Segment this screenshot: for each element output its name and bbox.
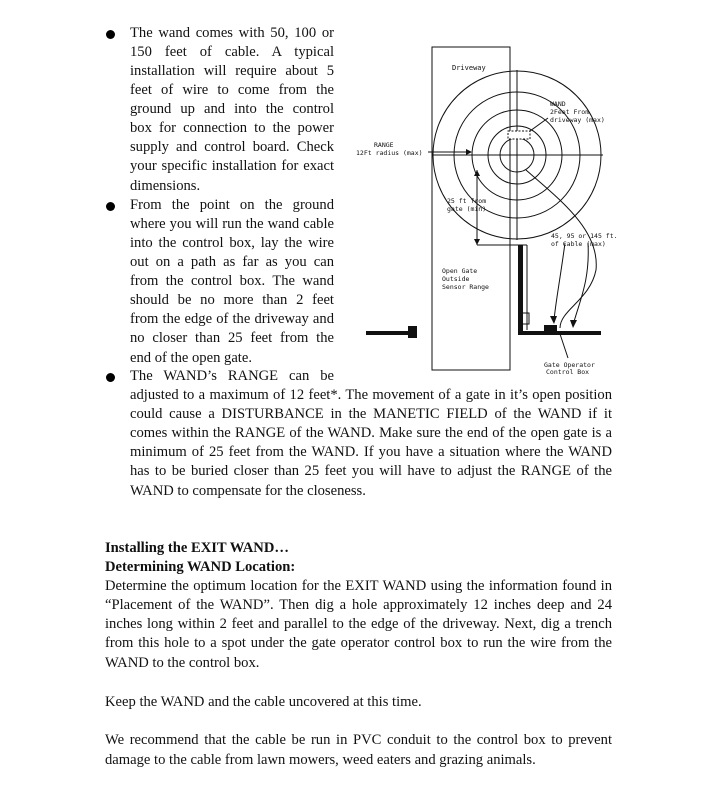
bullet-2-line-7: from the edge of the driveway and <box>130 311 334 327</box>
gate-hinge <box>519 313 529 324</box>
range-circle <box>433 71 601 239</box>
paragraph-2: Keep the WAND and the cable uncovered at this time. <box>105 694 422 710</box>
bullet-1-line-2: 150 feet of cable. A typical <box>130 44 334 60</box>
cable-length-label-2: of Cable (max) <box>551 240 606 248</box>
bullet-2-line-8: no closer than 25 feet from the <box>130 330 334 346</box>
paragraph-1-line-4: from this hole to a spot under the gate operator control box to run the wire from the <box>105 635 612 651</box>
paragraph-3-line-2: damage to the cable from lawn mowers, weed eaters and grazing animals. <box>105 752 536 768</box>
wand-distance-label-2: driveway (max) <box>550 116 605 124</box>
paragraph-1-line-5: WAND to the control box. <box>105 655 260 671</box>
bullet-1-line-4: feet of wire to come from the <box>130 82 334 98</box>
bullet-2-line-2: where you will run the wand cable <box>130 216 334 232</box>
open-gate-label-2: Outside <box>442 275 470 283</box>
range-arrow-icon <box>466 149 472 155</box>
control-box-label: Control Box <box>546 368 590 376</box>
wand-pointer-line <box>530 118 548 131</box>
cable-arrow-line <box>554 243 565 320</box>
bullet-3-line-2: adjusted to a maximum of 12 feet*. The movement of a gate in it’s open position <box>130 387 612 403</box>
paragraph-1-line-2: “Placement of the WAND”. Then dig a hole approximately 12 inches deep and 24 <box>105 597 612 613</box>
range-circle <box>472 110 562 200</box>
range-radius-label: 12Ft radius (max) <box>356 149 423 157</box>
arrow-down-icon <box>474 239 480 245</box>
gate-distance-label-2: gate (min) <box>447 205 487 213</box>
wand-label: WAND <box>550 100 566 108</box>
range-circle <box>454 92 580 218</box>
bullet-2-line-1: From the point on the ground <box>130 197 334 213</box>
bullet-3-line-6: has to be buried closer than 25 feet you will have to adjust the RANGE of the <box>130 463 612 479</box>
bullet-1-line-9: dimensions. <box>130 178 201 194</box>
bullet-3-line-7: WAND to compensate for the closeness. <box>130 483 366 499</box>
bullet-1-line-3: installation will require about 5 <box>130 63 334 79</box>
arrow-down-icon <box>550 316 557 324</box>
range-circle <box>500 138 534 172</box>
bullet-3-line-1: The WAND’s RANGE can be <box>130 368 334 384</box>
subsection-heading: Determining WAND Location: <box>105 559 296 575</box>
range-circle <box>488 126 546 184</box>
section-heading: Installing the EXIT WAND… <box>105 540 289 556</box>
bullet-1-line-5: ground up and into the control <box>130 101 334 117</box>
bullet-dot <box>106 373 115 382</box>
wand-distance-label: 2Feet From <box>550 108 590 116</box>
bullet-1-line-7: supply and control board. Check <box>130 139 334 155</box>
wand-marker <box>508 131 530 139</box>
driveway-strip <box>432 47 510 370</box>
bullet-3-line-5: minimum of 25 feet from the WAND. If you have a situation where the WAND <box>130 444 612 460</box>
closed-gate-post <box>408 326 417 338</box>
arrow-up-icon <box>474 170 480 176</box>
bullet-3-line-3: could cause a DISTURBANCE in the MANETIC FIELD of the WAND if it <box>130 406 612 422</box>
driveway-label: Driveway <box>452 64 486 72</box>
open-gate-label-3: Sensor Range <box>442 283 489 291</box>
gate-post <box>518 245 523 335</box>
gate-operator-label: Gate Operator <box>544 361 595 369</box>
bullet-2-line-6: should be no more than 2 feet <box>130 292 334 308</box>
cable-path <box>526 170 596 328</box>
control-box <box>544 325 557 332</box>
bullet-3-line-4: comes within the RANGE of the WAND. Make sure the end of the open gate is a <box>130 425 612 441</box>
bullet-2-line-5: from the control box. The wand <box>130 273 334 289</box>
bullet-1-line-8: your specific installation for exact <box>130 158 334 174</box>
bullet-2-line-3: into the control box, lay the wire <box>130 235 334 251</box>
arrow-down-icon <box>570 320 577 328</box>
open-gate-label: Open Gate <box>442 267 478 275</box>
operator-pointer-line <box>560 334 568 358</box>
range-label: RANGE <box>374 141 394 149</box>
bullet-2-line-4: out on a path as far as you can <box>130 254 334 270</box>
paragraph-1-line-1: Determine the optimum location for the EXIT WAND using the information found in <box>105 578 612 594</box>
paragraph-1-line-3: inches long within 2 feet and parallel to the edge of the driveway. Next, dig a trench <box>105 616 612 632</box>
paragraph-3-line-1: We recommend that the cable be run in PVC conduit to the control box to prevent <box>105 732 612 748</box>
bullet-1-line-1: The wand comes with 50, 100 or <box>130 25 334 41</box>
gate-distance-label: 25 ft from <box>447 197 487 205</box>
cable-length-label: 45, 95 or 145 ft. <box>551 232 618 240</box>
bullet-dot <box>106 202 115 211</box>
bullet-1-line-6: box for connection to the power <box>130 120 334 136</box>
cable-arrow-line <box>573 243 588 325</box>
bullet-2-line-9: end of the open gate. <box>130 350 252 366</box>
bullet-dot <box>106 30 115 39</box>
